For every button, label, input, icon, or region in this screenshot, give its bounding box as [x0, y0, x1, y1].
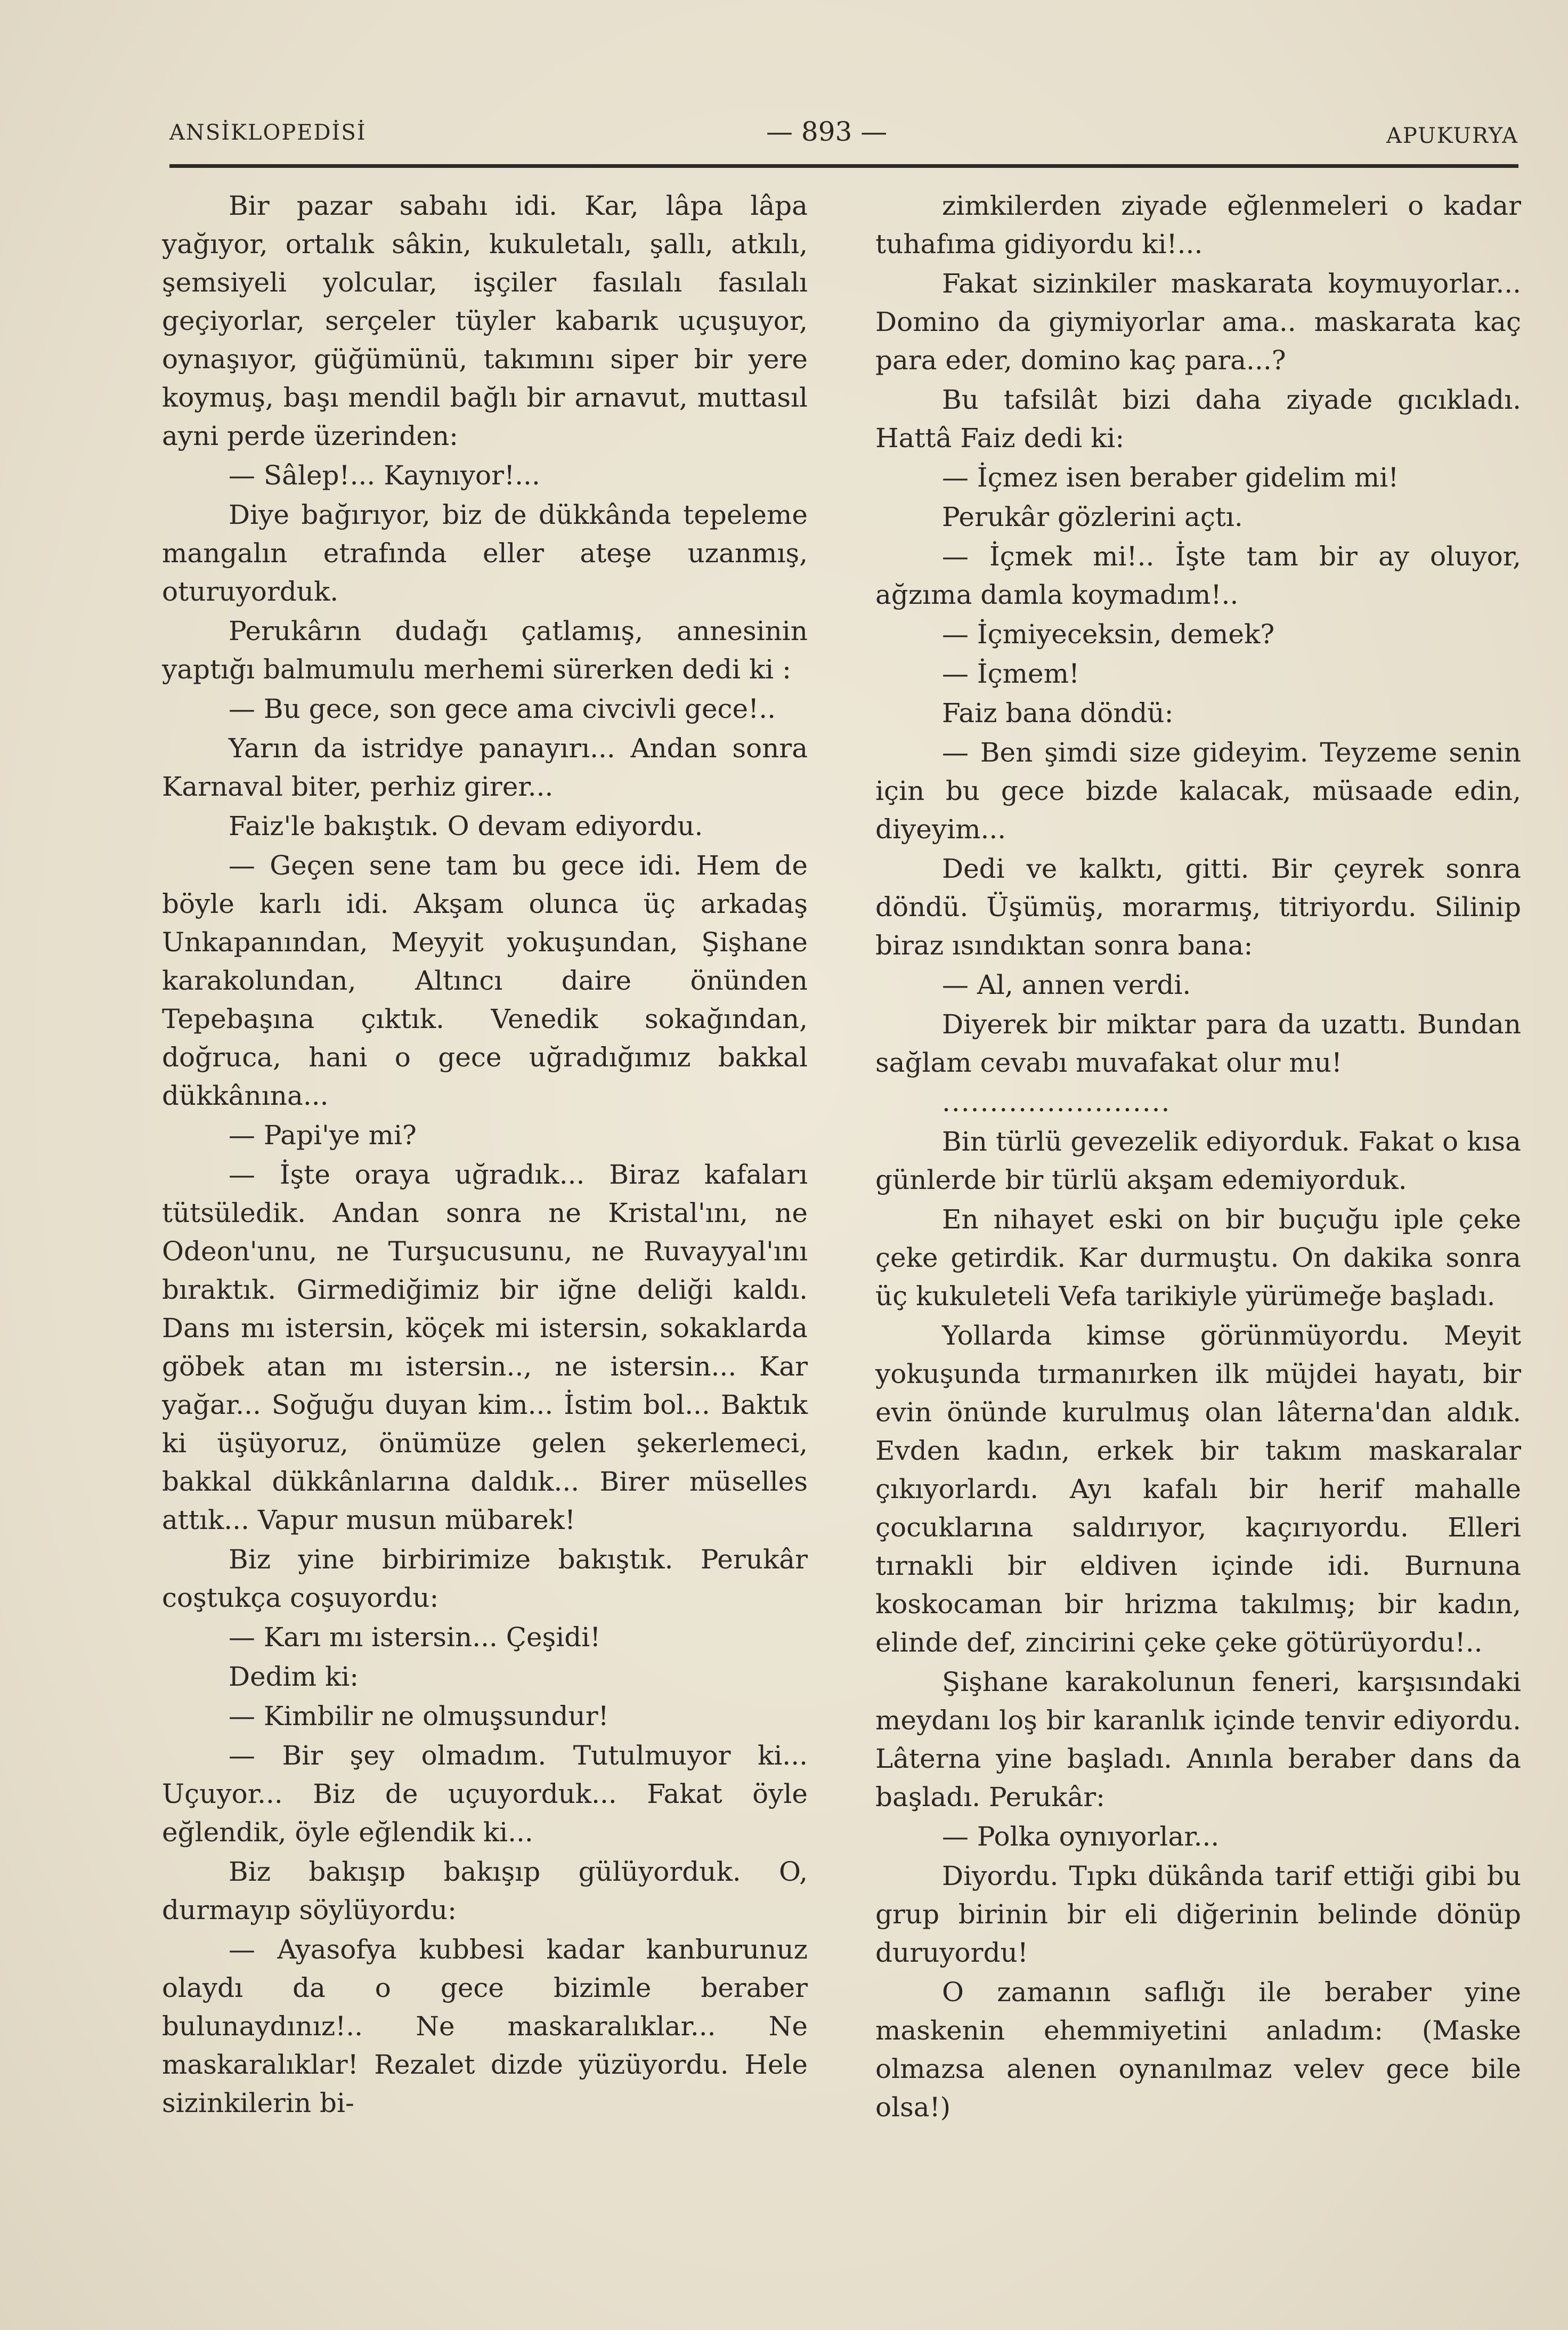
paragraph: — İçmek mi!.. İşte tam bir ay oluyor, ağzıma damla koymadım!.. — [875, 541, 1521, 610]
paragraph: Biz yine birbirimize bakıştık. Perukâr coştukça coşuyordu: — [162, 1544, 808, 1613]
paragraph: O zamanın saflığı ile beraber yine maskenin ehemmiyetini anladım: (Maske olmazsa alenen oynanılmaz velev gece bile olsa!) — [875, 1977, 1521, 2123]
paragraph: — Bir şey olmadım. Tutulmuyor ki... Uçuyor... Biz de uçuyorduk... Fakat öyle eğlendik, öyle eğlendik ki... — [162, 1740, 808, 1848]
left-column — [162, 187, 808, 2123]
paragraph: — Sâlep!... Kaynıyor!... — [229, 460, 540, 491]
paragraph: Şişhane karakolunun feneri, karşısındaki meydanı loş bir karanlık içinde tenvir ediyordu. Lâterna yine başladı. Anınla beraber dans da başladı. Perukâr: — [875, 1666, 1521, 1813]
paragraph: Bir pazar sabahı idi. Kar, lâpa lâpa yağıyor, ortalık sâkin, kukuletalı, şallı, atkılı, şemsiyeli yolcular, işçiler fasılalı fasılalı geçiyorlar, serçeler tüyler kabarık uçuşuyor, oynaşıyor, güğümünü, takımını siper bir yere koymuş, başı mendil bağlı bir arnavut, muttasıl ayni perde üzerinden: — [162, 190, 808, 451]
paragraph: Diyerek bir miktar para da uzattı. Bundan sağlam cevabı muvafakat olur mu! — [875, 1009, 1521, 1078]
paragraph: — Papi'ye mi? — [229, 1120, 417, 1151]
header-left-title: ANSİKLOPEDİSİ — [169, 120, 367, 145]
paragraph: — Al, annen verdi. — [942, 969, 1191, 1000]
paragraph: Dedim ki: — [229, 1661, 359, 1692]
header-right-title: APUKURYA — [1386, 124, 1518, 148]
paragraph: Diyordu. Tıpkı dükânda tarif ettiği gibi bu grup birinin bir eli diğerinin belinde dönüp duruyordu! — [875, 1860, 1521, 1968]
running-header — [169, 116, 1518, 153]
paragraph: — Ayasofya kubbesi kadar kanburunuz olaydı da o gece bizimle beraber bulunaydınız!.. Ne maskaralıklar... Ne maskaralıklar! Rezalet dizde yüzüyordu. Hele sizinkilerin bi- — [162, 1934, 808, 2118]
paragraph: Biz bakışıp bakışıp gülüyorduk. O, durmayıp söylüyordu: — [162, 1856, 808, 1926]
paragraph: Bin türlü gevezelik ediyorduk. Fakat o kısa günlerde bir türlü akşam edemiyorduk. — [875, 1126, 1521, 1195]
paragraph: — Polka oynıyorlar... — [942, 1821, 1220, 1852]
paragraph: En nihayet eski on bir buçuğu iple çeke çeke getirdik. Kar durmuştu. On dakika sonra üç kukuleteli Vefa tarikiyle yürümeğe başladı. — [875, 1204, 1521, 1312]
paragraph: Perukâr gözlerini açtı. — [942, 501, 1243, 532]
paragraph: Faiz bana döndü: — [942, 698, 1174, 729]
paragraph: — Geçen sene tam bu gece idi. Hem de böyle karlı idi. Akşam olunca üç arkadaş Unkapanından, Meyyit yokuşundan, Şişhane karakolundan, Altıncı daire önünden Tepebaşına çıktık. Venedik sokağından, doğruca, hani o gece uğradığımız bakkal dükkânına... — [162, 850, 808, 1111]
paragraph: ........................ — [942, 1087, 1171, 1118]
page-number: — 893 — — [766, 116, 888, 147]
paragraph: — İçmem! — [942, 658, 1080, 689]
paragraph: Fakat sizinkiler maskarata koymuyorlar... Domino da giymiyorlar ama.. maskarata kaç para eder, domino kaç para...? — [875, 268, 1521, 376]
paragraph: Faiz'le bakıştık. O devam ediyordu. — [229, 811, 703, 842]
paragraph: — İşte oraya uğradık... Biraz kafaları tütsüledik. Andan sonra ne Kristal'ını, ne Odeon'unu, ne Turşucusunu, ne Ruvayyal'ını bıraktık. Girmediğimiz bir iğne deliği kaldı. Dans mı istersin, köçek mi istersin, sokaklarda göbek atan mı istersin.., ne istersin... Kar yağar... Soğuğu duyan kim... İstim bol... Baktık ki üşüyoruz, önümüze gelen şekerlemeci, bakkal dükkânlarına daldık... Birer müselles attık... Vapur musun mübarek! — [162, 1159, 808, 1535]
paragraph: — Karı mı istersin... Çeşidi! — [229, 1622, 601, 1653]
paragraph: Diye bağırıyor, biz de dükkânda tepeleme mangalın etrafında eller ateşe uzanmış, oturuyorduk. — [162, 499, 808, 607]
paragraph: Yollarda kimse görünmüyordu. Meyit yokuşunda tırmanırken ilk müjdei hayatı, bir evin önünde kurulmuş olan lâterna'dan aldık. Evden kadın, erkek bir takım maskaralar çıkıyorlardı. Ayı kafalı bir herif mahalle çocuklarına saldırıyor, kaçırıyordu. Elleri tırnakli bir eldiven içinde idi. Burnuna koskocaman bir hrizma takılmış; bir kadın, elinde def, zincirini çeke çeke götürüyordu!.. — [875, 1320, 1521, 1658]
right-column — [875, 187, 1521, 2127]
paragraph: — Bu gece, son gece ama civcivli gece!.. — [229, 693, 776, 724]
paragraph: — İçmiyeceksin, demek? — [942, 619, 1275, 650]
paragraph: Yarın da istridye panayırı... Andan sonra Karnaval biter, perhiz girer... — [162, 733, 808, 802]
paragraph: — Kimbilir ne olmuşsundur! — [229, 1701, 609, 1732]
paragraph: Perukârın dudağı çatlamış, annesinin yaptığı balmumulu merhemi sürerken dedi ki : — [162, 616, 808, 685]
paragraph: Bu tafsilât bizi daha ziyade gıcıkladı. Hattâ Faiz dedi ki: — [875, 384, 1521, 454]
header-rule — [169, 164, 1518, 168]
paragraph: — İçmez isen beraber gidelim mi! — [942, 462, 1399, 493]
paragraph: zimkilerden ziyade eğlenmeleri o kadar tuhafıma gidiyordu ki!... — [875, 190, 1521, 260]
paragraph: Dedi ve kalktı, gitti. Bir çeyrek sonra döndü. Üşümüş, morarmış, titriyordu. Silinip biraz ısındıktan sonra bana: — [875, 853, 1521, 961]
paragraph: — Ben şimdi size gideyim. Teyzeme senin için bu gece bizde kalacak, müsaade edin, diyeyim... — [875, 737, 1521, 845]
